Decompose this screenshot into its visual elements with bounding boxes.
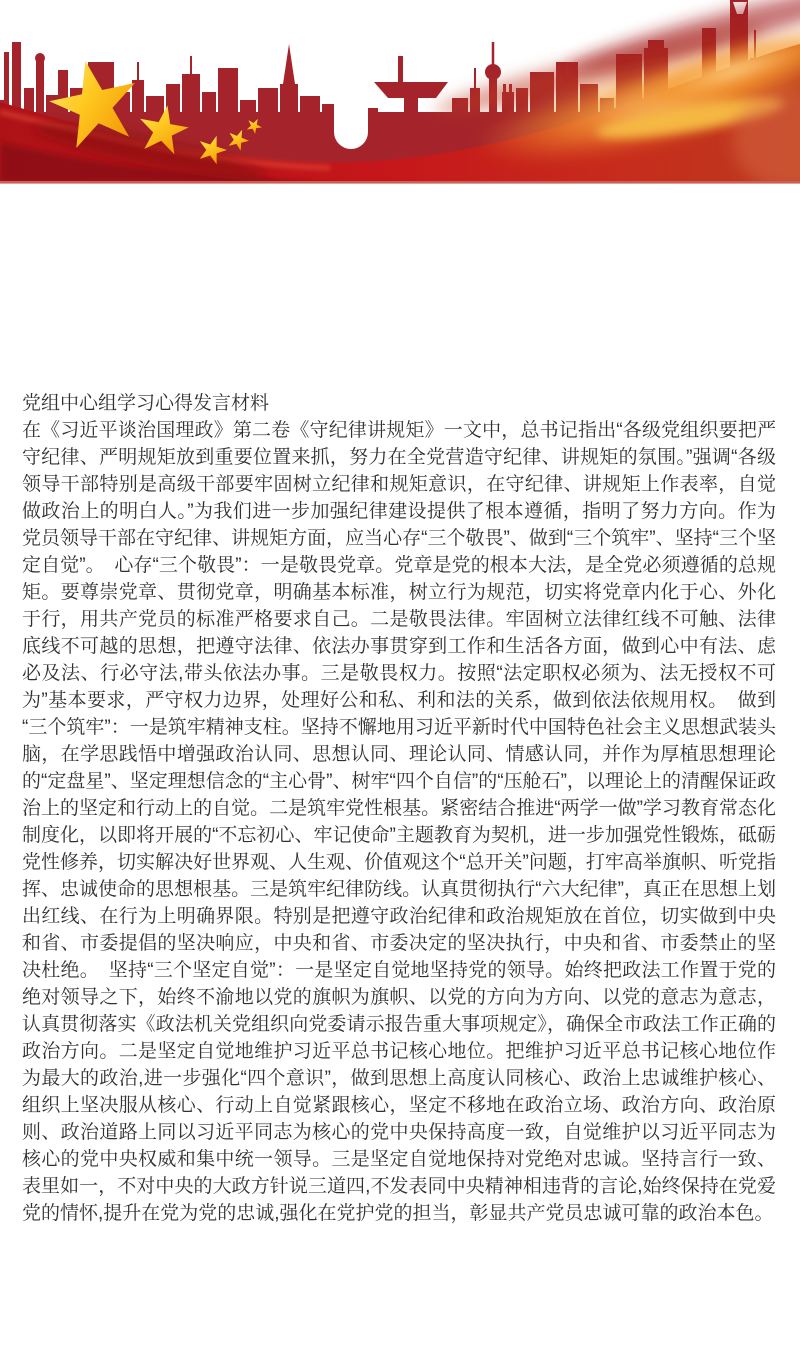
document-title: 党组中心组学习心得发言材料 [22, 393, 270, 414]
banner [0, 0, 800, 186]
document-body [22, 390, 776, 1227]
banner-art [0, 0, 800, 186]
document-paragraph: 在《习近平谈治国理政》第二卷《守纪律讲规矩》一文中，总书记指出“各级党组织要把严守纪律、严明规矩放到重要位置来抓，努力在全党营造守纪律、讲规矩的氛围。”强调“各级领导干部特别是高级干部要牢固树立纪律和规矩意识，在守纪律、讲规矩上作表率，自觉做政治上的明白人。”为我们进一步加强纪律建设提供了根本遵循，指明了努力方向。作为党员领导干部在守纪律、讲规矩方面，应当心存“三个敬畏”、做到“三个筑牢”、坚持“三个坚定自觉”。 心存“三个敬畏”：一是敬畏党章。党章是党的根本大法，是全党必须遵循的总规矩。要尊崇党章、贯彻党章，明确基本标准，树立行为规范，切实将党章内化于心、外化于行，用共产党员的标准严格要求自己。二是敬畏法律。牢固树立法律红线不可触、法律底线不可越的思想，把遵守法律、依法办事贯穿到工作和生活各方面，做到心中有法、虑必及法、行必守法,带头依法办事。三是敬畏权力。按照“法定职权必须为、法无授权不可为”基本要求，严守权力边界，处理好公和私、利和法的关系，做到依法依规用权。 做到“三个筑牢”：一是筑牢精神支柱。坚持不懈地用习近平新时代中国特色社会主义思想武装头脑，在学思践悟中增强政治认同、思想认同、理论认同、情感认同，并作为厚植思想理论的“定盘星”、坚定理想信念的“主心骨”、树牢“四个自信”的“压舱石”，以理论上的清醒保证政治上的坚定和行动上的自觉。二是筑牢党性根基。紧密结合推进“两学一做”学习教育常态化制度化，以即将开展的“不忘初心、牢记使命”主题教育为契机，进一步加强党性锻炼，砥砺党性修养，切实解决好世界观、人生观、价值观这个“总开关”问题，打牢高举旗帜、听党指挥、忠诚使命的思想根基。三是筑牢纪律防线。认真贯彻执行“六大纪律”，真正在思想上划出红线、在行为上明确界限。特别是把遵守政治纪律和政治规矩放在首位，切实做到中央和省、市委提倡的坚决响应，中央和省、市委决定的坚决执行，中央和省、市委禁止的坚决杜绝。 坚持“三个坚定自觉”：一是坚定自觉地坚持党的领导。始终把政法工作置于党的绝对领导之下，始终不渝地以党的旗帜为旗帜、以党的方向为方向、以党的意志为意志，认真贯彻落实《政法机关党组织向党委请示报告重大事项规定》，确保全市政法工作正确的政治方向。二是坚定自觉地维护习近平总书记核心地位。把维护习近平总书记核心地位作为最大的政治,进一步强化“四个意识”，做到思想上高度认同核心、政治上忠诚维护核心、组织上坚决服从核心、行动上自觉紧跟核心，坚定不移地在政治立场、政治方向、政治原则、政治道路上同以习近平同志为核心的党中央保持高度一致，自觉维护以习近平同志为核心的党中央权威和集中统一领导。三是坚定自觉地保持对党绝对忠诚。坚持言行一致、表里如一，不对中央的大政方针说三道四,不发表同中央精神相违背的言论,始终保持在党爱党的情怀,提升在党为党的忠诚,强化在党护党的担当，彰显共产党员忠诚可靠的政治本色。 [22, 420, 776, 1224]
banner-bottom-line [0, 181, 800, 184]
